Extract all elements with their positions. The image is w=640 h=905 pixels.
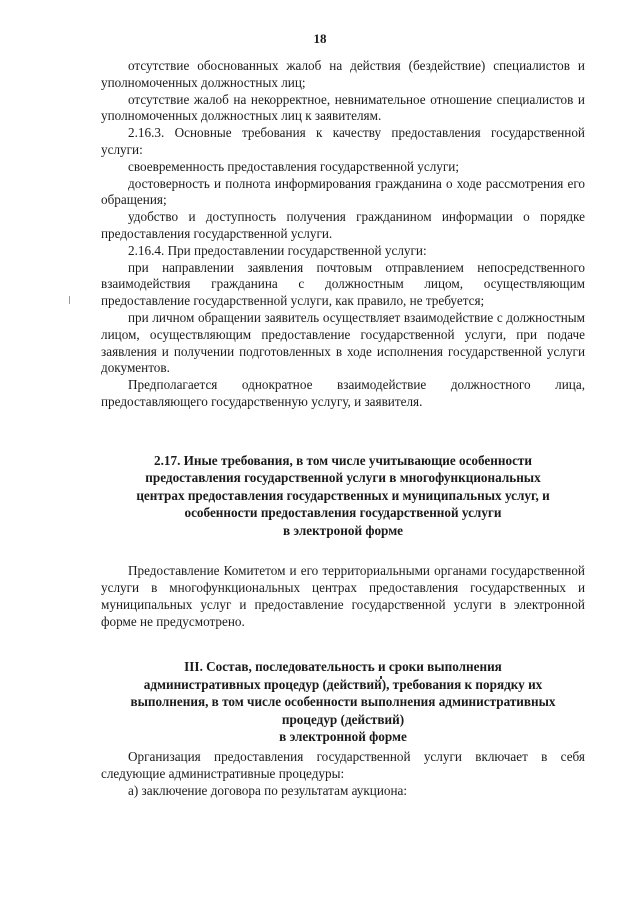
list-item: а) заключение договора по результатам аукциона: xyxy=(128,782,408,798)
heading-line: центрах предоставления государственных и муниципальных услуг, и xyxy=(136,487,550,503)
paragraph: 2.16.3. Основные требования к качеству предоставления государственной услуги: xyxy=(101,125,585,157)
document-body xyxy=(101,58,585,799)
heading-line: в электроной форме xyxy=(282,522,404,538)
heading-line: предоставления государственной услуги в многофункциональных xyxy=(145,470,541,486)
paragraph: отсутствие обоснованных жалоб на действия (бездействие) специалистов и уполномоченных должностных лиц; xyxy=(101,58,585,90)
paragraph: 2.16.4. При предоставлении государственной услуги: xyxy=(128,242,427,258)
section-heading-2-17 xyxy=(101,452,585,540)
margin-mark xyxy=(69,296,70,304)
heading-line: 2.17. Иные требования, в том числе учитывающие особенности xyxy=(153,452,533,468)
paragraph: Предполагается однократное взаимодействие должностного лица, предоставляющего государственную услугу, и заявителя. xyxy=(101,377,585,409)
section-body: Предоставление Комитетом и его территориальными органами государственной услуги в многофункциональных центрах предоставления государственных и муниципальных услуг и предоставление государственной услуги в электронной форме не предусмотрено. xyxy=(101,563,585,629)
paragraph: своевременность предоставления государственной услуги; xyxy=(128,158,460,174)
heading-line: административных процедур (действий), требования к порядку их xyxy=(143,676,543,692)
paragraph: при личном обращении заявитель осуществляет взаимодействие с должностным лицом, осуществляющим предоставление государственной услуги, при подаче заявления и получении подготовленных в ходе исполнения государственной услуги документов. xyxy=(101,309,585,376)
heading-line: выполнения, в том числе особенности выполнения административных xyxy=(130,694,556,710)
section-heading-3 xyxy=(101,658,585,746)
paragraph: отсутствие жалоб на некорректное, невнимательное отношение специалистов и уполномоченных должностных лиц к заявителям. xyxy=(101,91,585,124)
heading-line: процедур (действий) xyxy=(281,711,405,727)
paragraph: достоверность и полнота информирования гражданина о ходе рассмотрения его обращения; xyxy=(101,175,585,208)
heading-line: в электронной форме xyxy=(279,729,407,745)
section-body: Организация предоставления государственной услуги включает в себя следующие административные процедуры: xyxy=(101,748,585,781)
page-number: 18 xyxy=(313,31,327,46)
heading-line: III. Состав, последовательность и сроки выполнения xyxy=(184,659,502,675)
paragraph: удобство и доступность получения гражданином информации о порядке предоставления государственной услуги. xyxy=(101,209,585,241)
heading-line: особенности предоставления государственной услуги xyxy=(184,505,502,521)
paragraph: при направлении заявления почтовым отправлением непосредственного взаимодействия гражданина с должностным лицом, осуществляющим предоставление государственной услуги, как правило, не требуется; xyxy=(101,259,585,309)
